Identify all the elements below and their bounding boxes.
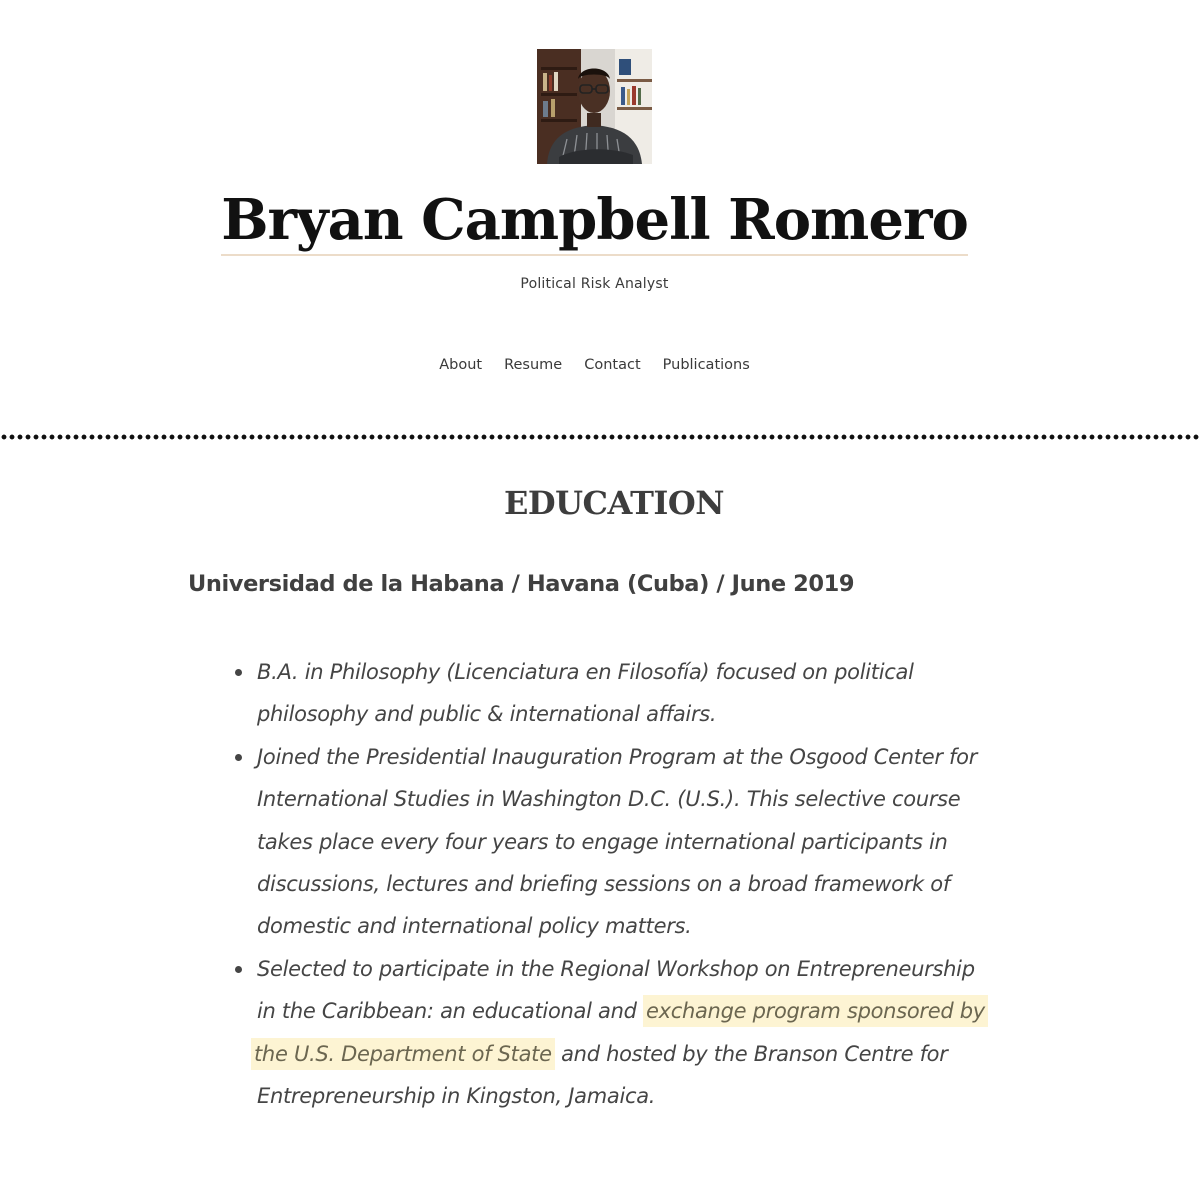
- list-item: [257, 736, 1057, 948]
- state-department-link[interactable]: exchange program sponsored by: [643, 995, 988, 1027]
- list-item-line: philosophy and public & international affairs.: [257, 702, 717, 727]
- avatar[interactable]: [537, 49, 652, 164]
- nav-item-publications[interactable]: Publications: [662, 357, 750, 373]
- section-title: EDUCATION: [504, 484, 724, 522]
- bullet-dot-icon: [235, 966, 242, 973]
- education-details-list: [254, 651, 1057, 1117]
- nav-item-resume[interactable]: Resume: [504, 357, 563, 373]
- main-navigation: [0, 357, 1189, 373]
- education-entry-heading: Universidad de la Habana / Havana (Cuba) / June 2019: [188, 571, 855, 597]
- list-item-line: [254, 1033, 1057, 1075]
- list-item-text: and hosted by the Branson Centre for: [554, 1041, 948, 1066]
- bullet-dot-icon: [235, 754, 242, 761]
- list-item-text: in the Caribbean: an educational and: [257, 999, 643, 1024]
- list-item: [257, 651, 1057, 736]
- dotted-divider: [0, 434, 1200, 440]
- avatar-image: [537, 49, 652, 164]
- bullet-dot-icon: [235, 669, 242, 676]
- nav-item-about[interactable]: About: [439, 357, 483, 373]
- site-title-link[interactable]: Bryan Campbell Romero: [221, 186, 968, 256]
- nav-item-contact[interactable]: Contact: [584, 357, 641, 373]
- site-header: [0, 0, 1200, 420]
- list-item-line: Joined the Presidential Inauguration Program at the Osgood Center for: [257, 744, 978, 769]
- list-item-line: takes place every four years to engage international participants in: [257, 829, 948, 854]
- list-item-line: domestic and international policy matters.: [257, 914, 692, 939]
- site-tagline: Political Risk Analyst: [520, 276, 669, 292]
- list-item-line: B.A. in Philosophy (Licenciatura en Filosofía) focused on political: [257, 660, 914, 684]
- list-item-line: Entrepreneurship in Kingston, Jamaica.: [257, 1084, 656, 1109]
- list-item-line: discussions, lectures and briefing sessions on a broad framework of: [257, 872, 950, 897]
- list-item-line: Selected to participate in the Regional Workshop on Entrepreneurship: [257, 956, 975, 981]
- list-item-line: International Studies in Washington D.C. (U.S.). This selective course: [257, 787, 961, 812]
- list-item-line: [257, 990, 1057, 1032]
- state-department-link-continued[interactable]: the U.S. Department of State: [251, 1038, 555, 1070]
- list-item: [254, 948, 1057, 1118]
- site-title: [0, 186, 1189, 256]
